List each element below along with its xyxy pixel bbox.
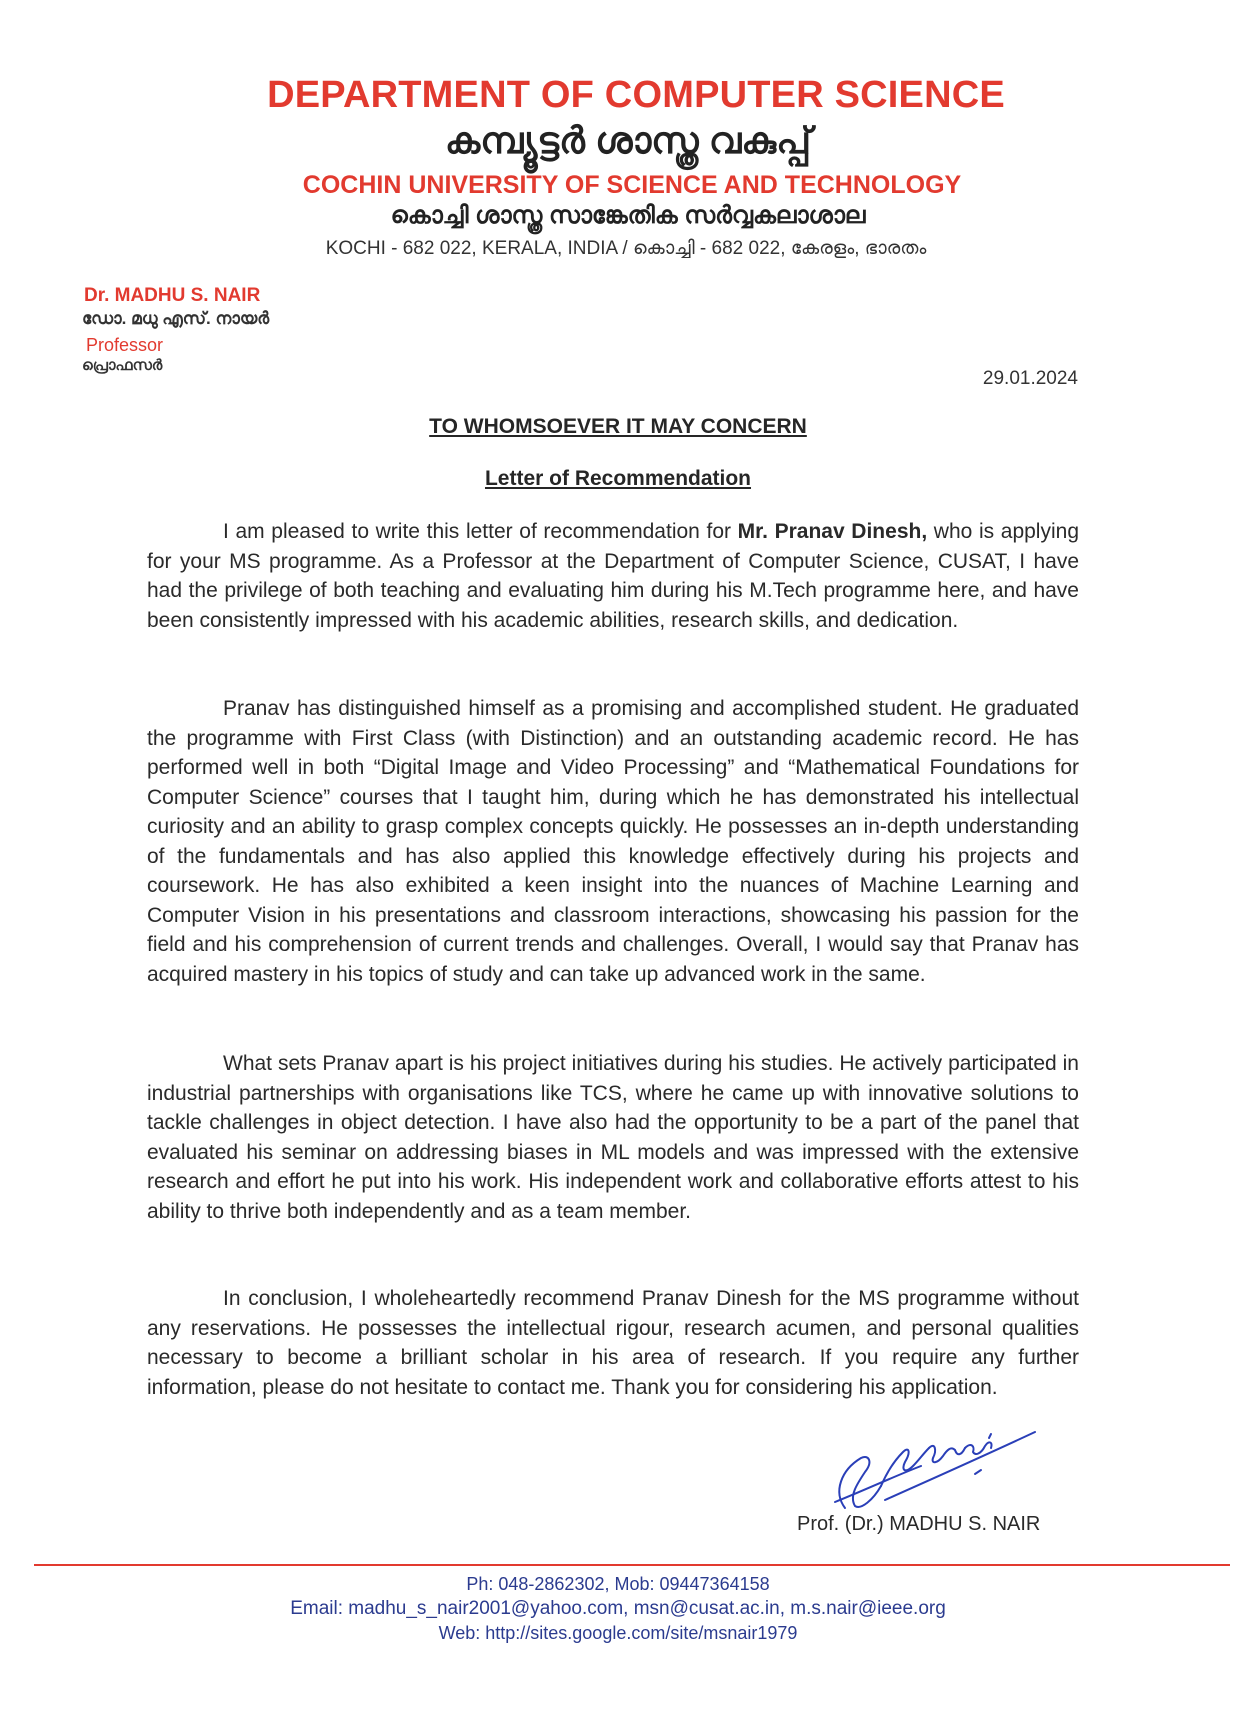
- sender-name: Dr. MADHU S. NAIR: [84, 285, 261, 306]
- body-paragraph-2: Pranav has distinguished himself as a promising and accomplished student. He graduated the programme with First Class (with Distinction) and an outstanding academic record. He has performed well in both “Digital Image and Video Processing” and “Mathematical Foundations for Computer Science” courses that I taught him, during which he has demonstrated his intellectual curiosity and an ability to grasp complex concepts quickly. He possesses an in-depth understanding of the fundamentals and has also applied this knowledge effectively during his projects and coursework. He has also exhibited a keen insight into the nuances of Machine Learning and Computer Vision in his presentations and classroom interactions, showcasing his passion for the field and his comprehension of current trends and challenges. Overall, I would say that Pranav has acquired mastery in his topics of study and can take up advanced work in the same.: [147, 697, 1079, 986]
- handwritten-signature: [825, 1410, 1045, 1520]
- footer-phone: Ph: 048-2862302, Mob: 09447364158: [466, 1574, 770, 1594]
- department-title: DEPARTMENT OF COMPUTER SCIENCE: [267, 74, 1005, 116]
- sender-name-malayalam: ഡോ. മധു എസ്. നായർ: [82, 309, 270, 328]
- footer-email: Email: madhu_s_nair2001@yahoo.com, msn@cusat.ac.in, m.s.nair@ieee.org: [290, 1598, 946, 1619]
- body-paragraph-3: What sets Pranav apart is his project initiatives during his studies. He actively participated in industrial partnerships with organisations like TCS, where he came up with innovative solutions to tackle challenges in object detection. I have also had the opportunity to be a part of the panel that evaluated his seminar on addressing biases in ML models and was impressed with the extensive research and effort he put into his work. His independent work and collaborative efforts attest to his ability to thrive both independently and as a team member.: [147, 1052, 1079, 1223]
- university-name-malayalam: കൊച്ചി ശാസ്ത്ര സാങ്കേതിക സർവ്വകലാശാല: [390, 202, 866, 229]
- university-name: COCHIN UNIVERSITY OF SCIENCE AND TECHNOLOGY: [302, 171, 962, 199]
- signatory-name: Prof. (Dr.) MADHU S. NAIR: [797, 1513, 1041, 1535]
- candidate-name: Mr. Pranav Dinesh,: [737, 520, 928, 543]
- body-paragraph-1: [147, 517, 1079, 635]
- department-title-malayalam: കമ്പ്യൂട്ടർ ശാസ്ത്ര വകുപ്പ്: [444, 120, 812, 161]
- sender-title: Professor: [86, 335, 164, 355]
- letterhead-address: KOCHI - 682 022, KERALA, INDIA / കൊച്ചി - 682 022, കേരളം, ഭാരതം: [325, 238, 927, 259]
- sender-title-malayalam: പ്രൊഫസർ: [82, 357, 163, 374]
- letter-date: 29.01.2024: [982, 368, 1078, 389]
- p1-text-start: I am pleased to write this letter of recommendation for: [223, 520, 738, 543]
- footer-divider: [34, 1564, 1230, 1566]
- footer-web: Web: http://sites.google.com/site/msnair1979: [438, 1623, 798, 1643]
- body-paragraph-4: In conclusion, I wholeheartedly recommend Pranav Dinesh for the MS programme without any reservations. He possesses the intellectual rigour, research acumen, and personal qualities necessary to become a brilliant scholar in his area of research. If you require any further information, please do not hesitate to contact me. Thank you for considering his application.: [147, 1287, 1079, 1399]
- letter-heading: Letter of Recommendation: [484, 467, 752, 490]
- p1-text-end: who is applying for your MS programme. As a Professor at the Department of Computer Science, CUSAT, I have had the privilege of both teaching and evaluating him during his M.Tech programme here, and have been consistently impressed with his academic abilities, research skills, and dedication.: [147, 520, 1079, 632]
- letter-subject: TO WHOMSOEVER IT MAY CONCERN: [429, 415, 807, 438]
